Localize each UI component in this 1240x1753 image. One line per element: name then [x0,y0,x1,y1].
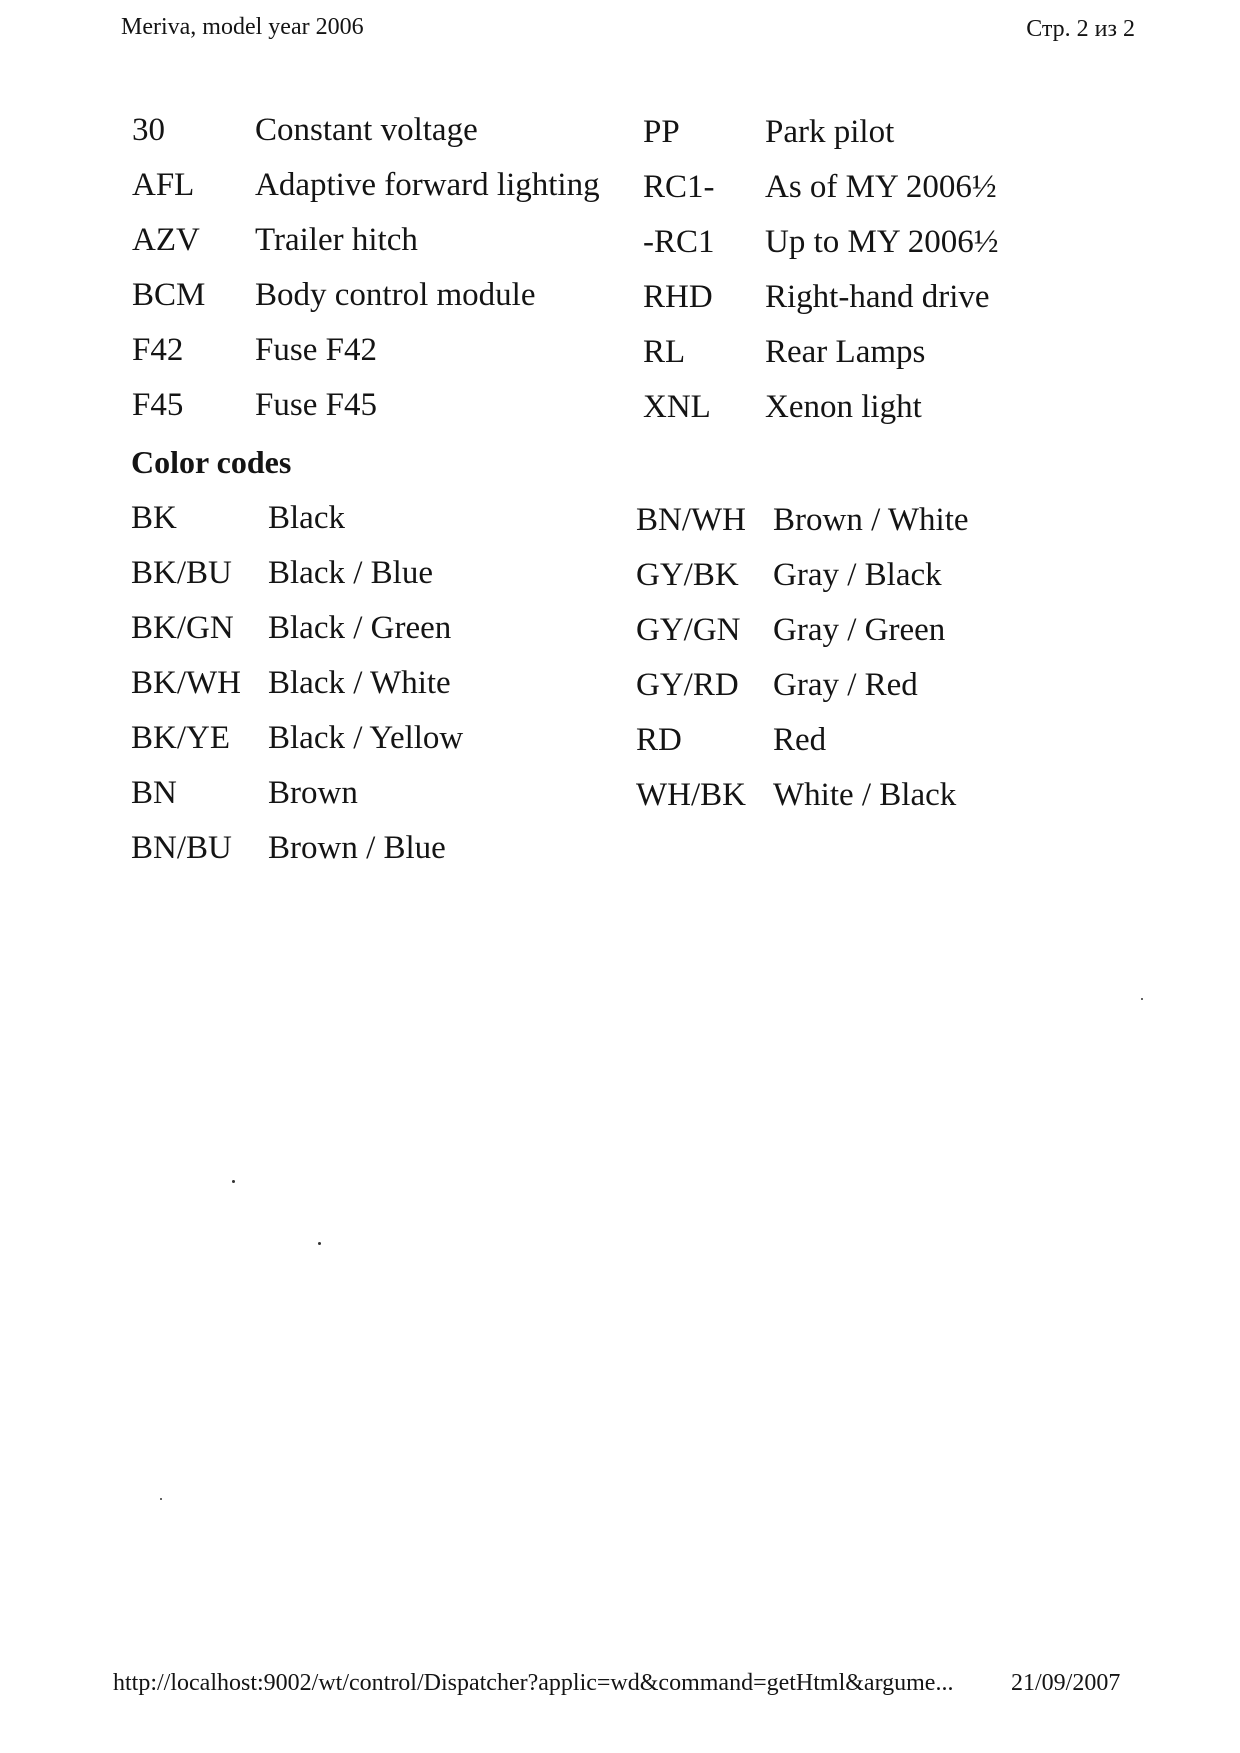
color-code: BK/GN [131,610,234,646]
abbreviation-meaning: As of MY 2006½ [765,169,997,205]
abbreviation-meaning: Xenon light [765,389,922,425]
color-code: WH/BK [636,777,746,813]
abbreviation-code: -RC1 [643,224,715,260]
color-meaning: Gray / Black [773,557,942,593]
abbreviation-code: F42 [132,332,184,368]
color-meaning: Brown [268,775,358,811]
color-meaning: Gray / Red [773,667,918,703]
scan-speck [160,1498,162,1500]
abbreviation-meaning: Park pilot [765,114,895,150]
abbreviation-meaning: Fuse F42 [255,332,377,368]
color-code: BK/YE [131,720,230,756]
color-code: BK [131,500,177,536]
color-code: GY/BK [636,557,739,593]
color-code: RD [636,722,682,758]
color-code: BK/WH [131,665,241,701]
abbreviation-meaning: Body control module [255,277,536,313]
abbreviation-code: AFL [132,167,195,203]
abbreviation-code: RHD [643,279,713,315]
abbreviation-meaning: Rear Lamps [765,334,926,370]
color-meaning: Black [268,500,345,536]
color-meaning: Brown / Blue [268,830,446,866]
footer-date: 21/09/2007 [1011,1670,1121,1696]
abbreviation-code: 30 [132,112,165,148]
color-code: BN [131,775,177,811]
color-code: BN/BU [131,830,232,866]
abbreviation-meaning: Adaptive forward lighting [255,167,600,203]
color-code: GY/GN [636,612,741,648]
abbreviation-code: RL [643,334,686,370]
color-meaning: Brown / White [773,502,969,538]
page-indicator: Стр. 2 из 2 [1026,16,1135,42]
color-codes-heading: Color codes [131,444,292,480]
abbreviation-code: PP [643,114,680,150]
abbreviation-code: F45 [132,387,184,423]
color-meaning: Black / Blue [268,555,433,591]
abbreviation-code: BCM [132,277,206,313]
color-meaning: Red [773,722,827,758]
abbreviation-code: AZV [132,222,200,258]
page-title: Meriva, model year 2006 [121,14,364,40]
scan-speck [232,1180,235,1183]
abbreviation-meaning: Right-hand drive [765,279,990,315]
color-meaning: Black / White [268,665,451,701]
color-meaning: Black / Green [268,610,452,646]
abbreviation-meaning: Up to MY 2006½ [765,224,999,260]
color-meaning: Gray / Green [773,612,946,648]
abbreviation-code: XNL [643,389,711,425]
abbreviation-code: RC1- [643,169,715,205]
scan-speck [1141,998,1143,1000]
scan-speck [318,1242,321,1245]
abbreviation-meaning: Fuse F45 [255,387,377,423]
abbreviation-meaning: Trailer hitch [255,222,418,258]
abbreviation-meaning: Constant voltage [255,112,478,148]
color-code: GY/RD [636,667,739,703]
footer-url: http://localhost:9002/wt/control/Dispatcher?applic=wd&command=getHtml&argume... [113,1670,954,1696]
color-code: BK/BU [131,555,232,591]
color-meaning: Black / Yellow [268,720,464,756]
color-code: BN/WH [636,502,746,538]
color-meaning: White / Black [773,777,957,813]
